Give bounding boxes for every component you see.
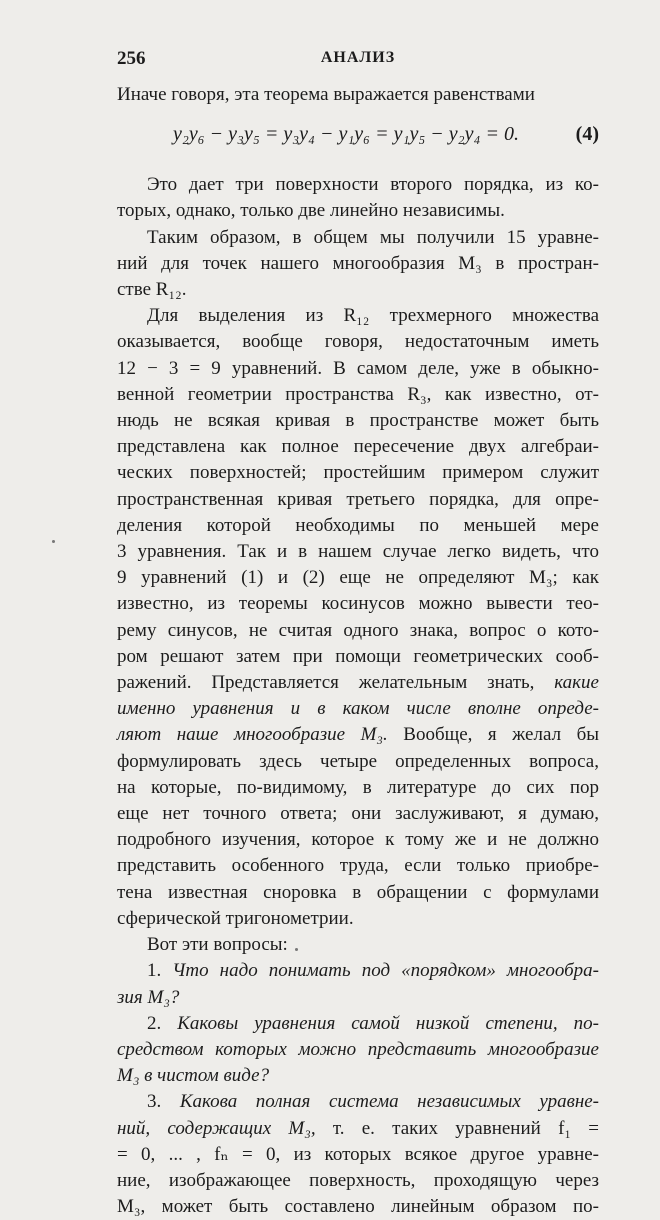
page-header xyxy=(117,48,599,74)
intro-line: Иначе говоря, эта теорема выражается равенствами xyxy=(117,84,535,105)
paragraph-1: Это дает три поверхности второго порядка, из ко- торых, однако, только две линейно независимы. xyxy=(117,174,599,222)
running-head: АНАЛИЗ xyxy=(320,49,396,66)
speck xyxy=(295,948,298,951)
page-number: 256 xyxy=(117,48,146,69)
equation-number: (4) xyxy=(575,123,599,146)
emphasis-text: именно уравнения и в каком числе вполне опреде- xyxy=(117,698,599,720)
equation-text: y₂y₆ − y₃y₅ = y₃y₄ − y₁y₆ = y₁y₅ − y₂y₄ = 0. xyxy=(173,123,519,146)
question-1: 1. Что надо понимать под «порядком» многообра- зия M₃? xyxy=(117,960,600,1008)
paragraph-2: Таким образом, в общем мы получили 15 уравне- ний для точек нашего многообразия M₃ в простран- стве R₁₂. xyxy=(117,226,599,301)
question-2: 2. Каковы уравнения самой низкой степени, по- средством которых можно представить многообразие M₃ в чистом виде? xyxy=(117,1012,600,1087)
question-3: 3. Какова полная система независимых уравне- ний, содержащих M₃, т. е. таких уравнений f₁ = = 0, ... , fₙ = 0, из которых всякое другое уравне- ние, изображающее поверхность, проходящую через M₃, может быть составлено линейным образом по- xyxy=(117,1091,600,1218)
emphasis-text: какие xyxy=(554,672,599,694)
body-text xyxy=(117,82,599,1220)
paragraph-3: Для выделения из R₁₂ трехмерного множества оказывается, вообще говоря, недостаточным иметь 12 − 3 = 9 уравнений. В самом деле, уже в обыкно- венной геометрии пространства R₃, как известно, от- нюдь не всякая кривая в пространстве может быть представлена как полное пересечение двух алгебраи- ческих поверхностей; простейшим примером служит пространственная кривая третьего порядка, для опре- деления которой необходимы по меньшей мере 3 уравнения. Так и в нашем случае легко видеть, что 9 уравнений (1) и (2) еще не определяют M₃; как известно, из теоремы косинусов можно вывести тео- рему синусов, не считая одного знака, вопрос о кото- ром решают затем при помощи геометрических сооб- ражений. Представляется желательным знать, какие именно уравнения и в каком числе вполне опреде- ляют наше многообразие M₃. Вообще, я желал бы формулировать здесь четыре определенных вопроса, на которые, по-видимому, в литературе до сих пор еще нет точного ответа; они заслуживают, я думаю, подробного изучения, которое к тому же и не должно представить особенного труда, если только приобре- тена известная сноровка в обращении с формулами сферической тригонометрии. xyxy=(117,305,599,929)
paragraph-4: Вот эти вопросы: xyxy=(147,934,288,956)
equation-4 xyxy=(117,112,599,154)
emphasis-text: ляют наше многообразие M₃. xyxy=(117,724,388,746)
speck xyxy=(52,540,55,543)
